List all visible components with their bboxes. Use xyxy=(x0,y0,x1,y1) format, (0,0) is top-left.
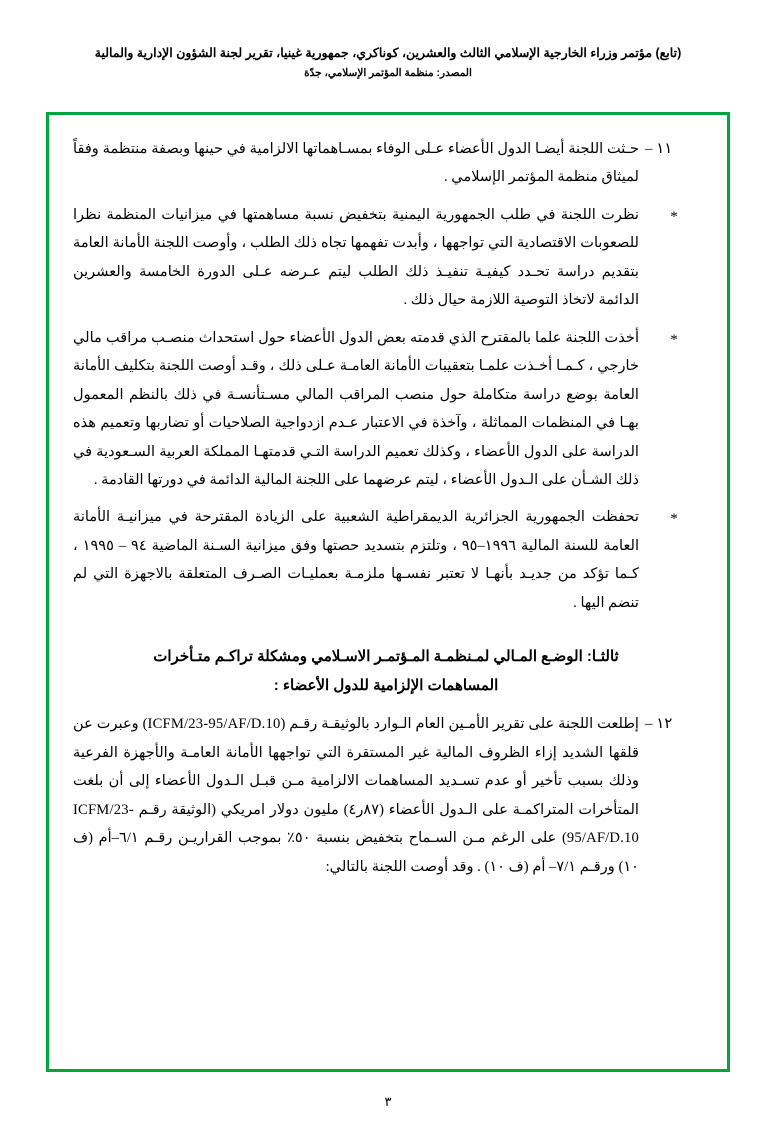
header-title: (تابع) مؤتمر وزراء الخارجية الإسلامي الثالث والعشرين، كوناكري، جمهورية غينيا، تقرير لجنة الشؤون الإدارية والمالية xyxy=(94,46,682,60)
item-marker: * xyxy=(670,331,678,348)
item-text: أخذت اللجنة علما بالمقترح الذي قدمته بعض الدول الأعضاء حول استحداث منصـب مراقب مالي خارجي ، كـمـا أخـذت علمـا بتعقيبات الأمانة العامـة عـلى ذلك ، وقـد أوصت اللجنة بتكليف الأمانة العامة بوضع دراسة متكاملة حول منصب المراقب المالي مسـتأنسـة في ذلك بالنظم المعمول بهـا في المنظمات المماثلة ، وآخذة في الاعتبار عـدم ازدواجية الصلاحيات أو تضاربها وتعميم هذه الدراسة على الدول الأعضاء ، وكذلك تعميم الدراسة التـي قدمتهـا المملكة العربية السـعودية في ذلك الشـأن على الـدول الأعضاء ، ليتم عرضهما على اللجنة المالية الدائمة في دورتها القادمة . xyxy=(73,329,639,488)
document-header xyxy=(62,44,714,79)
content-area xyxy=(49,115,727,1069)
list-item xyxy=(73,135,703,192)
green-content-frame xyxy=(46,112,730,1072)
item-text: إطلعت اللجنة على تقرير الأمـين العام الـوارد بالوثيقـة رقـم (ICFM/23-95/AF/D.10) وعبرت عن قلقها الشديد إزاء الظروف المالية غير المستقرة التي تواجهها الأمانة العامـة والأجهزة الفرعية وذلك بسبب تأخير أو عدم تسـديد المساهمات الالزامية مـن قبـل الـدول الأعضاء إلى أن بلغت المتأخرات المتراكمـة على الـدول الأعضاء (٨٧ر٤) مليون دولار امريكي (الوثيقة رقـم ICFM/23-95/AF/D.10) على الرغم مـن السـماح بتخفيض بنسبة ٥٠٪ بموجب القراريـن رقـم ٦/١–أم (ف ١٠) ورقـم ٧/١– أم (ف ١٠) . وقد أوصت اللجنة بالتالي: xyxy=(73,716,639,875)
page-number: ٣ xyxy=(384,1094,392,1109)
section-heading-line2: المساهمات الإلزامية للدول الأعضاء : xyxy=(273,676,499,694)
list-item xyxy=(73,201,703,315)
section-heading xyxy=(73,643,703,700)
list-item xyxy=(73,324,703,495)
item-marker: ١٢ – xyxy=(645,716,673,733)
list-item xyxy=(73,503,703,617)
item-marker: * xyxy=(670,511,678,528)
item-marker: ١١ – xyxy=(645,141,673,157)
item-marker: * xyxy=(670,208,678,225)
list-item xyxy=(73,710,703,881)
item-text: تحفظت الجمهورية الجزائرية الديمقراطية الشعبية على الزيادة المقترحة في ميزانيـة الأمانة العامة للسنة المالية ١٩٩٦–٩٥ ، وتلتزم بتسديد حصتها وفق ميزانية السـنة الماضية ٩٤ – ١٩٩٥ ، كـما تؤكد من جديـد بأنهـا لا تعتبر نفسـها ملزمـة بعمليـات الصـرف المتعلقة بالاجهزة التي لم تنضم اليها . xyxy=(73,509,640,611)
header-source: المصدر: منظمة المؤتمر الإسلامي، جدّة xyxy=(304,66,472,79)
item-text: نظرت اللجنة في طلب الجمهورية اليمنية بتخفيض نسبة مساهمتها في ميزانيات المنظمة نظرا للصعوبات الاقتصادية التي تواجهها ، وأبدت تفهمها تجاه ذلك الطلب ، وأوصت اللجنة الأمانة العامة بتقديم دراسة تحـدد كيفيـة تنفيـذ ذلك الطلب ليتم عـرضه عـلى الدورة الخامسة والعشرين الدائمة لاتخاذ التوصية اللازمة حيال ذلك . xyxy=(73,206,639,309)
item-text: حـثت اللجنة أيضـا الدول الأعضاء عـلى الوفاء بمسـاهماتها الالزامية في حينها وبصفة منتظمة وفقاً لميثاق منظمة المؤتمر الإسلامي . xyxy=(73,141,639,186)
section-heading-line1: ثالثـا: الوضـع المـالي لمـنظمـة المـؤتمـر الاسـلامي ومشكلة تراكـم متـأخرات xyxy=(153,648,619,666)
